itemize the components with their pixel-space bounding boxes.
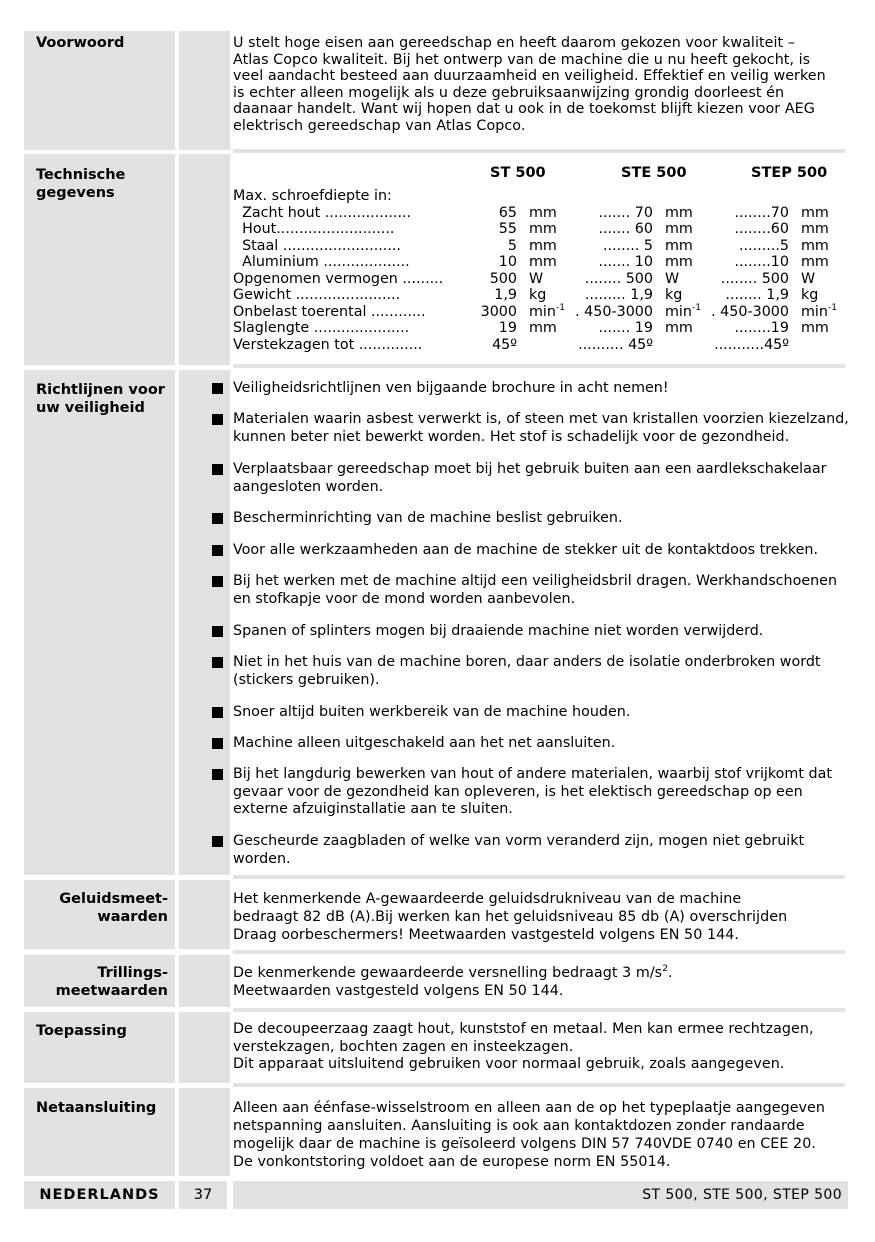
footer-language: NEDERLANDS [24, 1181, 175, 1209]
spec-unit: mm [801, 221, 829, 237]
spec-value: . 450-3000 [711, 303, 789, 320]
spec-unit: W [665, 270, 680, 287]
spec-value: ........10 [734, 254, 789, 270]
spec-value: 5 [507, 237, 517, 254]
netaansluiting-label: Netaansluiting [36, 1100, 157, 1116]
spec-row: Staal .......................... 5 mm ........ 5 mm .........5 mm [233, 238, 845, 255]
trilling-label: Trillings- meetwaarden [55, 965, 168, 999]
richtlijnen-rule [233, 875, 845, 879]
spec-unit: mm [801, 204, 829, 221]
spec-value: 1,9 [494, 287, 517, 303]
bullet-square-icon [212, 513, 223, 524]
spec-unit: mm [801, 237, 829, 254]
toepassing-label: Toepassing [36, 1023, 127, 1039]
spec-value: 45º [492, 336, 517, 353]
spec-value: ......... 1,9 [584, 287, 653, 303]
spec-value: ...........45º [714, 336, 789, 353]
spec-unit: $\min^{-1}$ [801, 302, 837, 320]
spec-unit: mm [801, 320, 829, 336]
trilling-text: De kenmerkende gewaardeerde versnelling bedraagt 3 $m/s^2$. Meetwaarden vastgesteld volgens EN 50 144. [233, 964, 673, 999]
spec-value: ........19 [734, 320, 789, 336]
spec-unit: W [529, 270, 544, 287]
spec-value: 19 [498, 320, 517, 336]
technische-rule [233, 364, 845, 368]
bullet-square-icon [212, 657, 223, 668]
spec-unit: $\min^{-1}$ [529, 302, 565, 320]
bullet-square-icon [212, 836, 223, 847]
spec-value: ........ 1,9 [725, 287, 789, 303]
spec-value: ........60 [734, 221, 789, 237]
spec-value: . 450-3000 [575, 303, 653, 320]
spec-row: Slaglengte ..................... 19 mm ....... 19 mm ........19 mm [233, 320, 845, 337]
spec-value: 3000 [480, 303, 517, 320]
toepassing-rule [233, 1083, 845, 1087]
technische-label: Technische gegevens [36, 167, 126, 201]
spec-value: ........ 500 [720, 270, 789, 287]
geluid-label: Geluidsmeet- waarden [59, 891, 168, 925]
spec-unit: mm [801, 254, 829, 270]
spec-unit: $\min^{-1}$ [665, 302, 701, 320]
model-step500: STEP 500 [751, 165, 828, 181]
spec-unit: mm [529, 237, 557, 254]
spec-row: Aluminium ................... 10 mm ....... 10 mm ........10 mm [233, 254, 845, 271]
netaansluiting-gutter-bg [179, 1088, 230, 1176]
spec-value: ....... 60 [598, 221, 653, 237]
spec-value: ....... 19 [598, 320, 653, 336]
spec-row: Zacht hout ................... 65 mm ....... 70 mm ........70 mm [233, 205, 845, 222]
spec-value: ....... 70 [598, 204, 653, 221]
spec-unit: mm [665, 254, 693, 270]
spec-unit: kg [529, 287, 547, 303]
specs-intro: Max. schroefdiepte in: [233, 188, 392, 204]
model-st500: ST 500 [490, 165, 546, 181]
richtlijnen-label: Richtlijnen voor uw veiligheid [36, 382, 165, 416]
spec-value: ....... 10 [598, 254, 653, 270]
voorwoord-rule [233, 149, 845, 153]
spec-unit: mm [529, 254, 557, 270]
bullet-square-icon [212, 707, 223, 718]
toepassing-text: De decoupeerzaag zaagt hout, kunststof en metaal. Men kan ermee rechtzagen, verstekzagen, bochten zagen en insteekzagen. Dit apparaat uitsluitend gebruiken voor normaal gebruik, zoals aangegeven. [233, 1021, 814, 1072]
spec-value: 55 [498, 221, 517, 237]
spec-unit: mm [529, 204, 557, 221]
footer-page-number: 37 [179, 1181, 227, 1209]
spec-value: 10 [498, 254, 517, 270]
geluid-rule [233, 950, 845, 954]
bullet-square-icon [212, 738, 223, 749]
spec-row: Onbelast toerental ............ 3000 $\min^{-1}$ . 450-3000 $\min^{-1}$ . 450-3000 $\min^{-1}$ [233, 304, 845, 321]
spec-row: Verstekzagen tot .............. 45º .......... 45º ...........45º [233, 336, 789, 353]
richtlijnen-label-bg [24, 370, 175, 875]
spec-row: Gewicht ....................... 1,9 kg ......... 1,9 kg ........ 1,9 kg [233, 287, 845, 304]
trilling-gutter-bg [179, 955, 230, 1007]
spec-value: .......... 45º [578, 336, 653, 353]
specs-table [233, 188, 845, 353]
bullet-square-icon [212, 769, 223, 780]
model-ste500: STE 500 [621, 165, 687, 181]
spec-value: .........5 [739, 237, 789, 254]
spec-value: 65 [498, 204, 517, 221]
netaansluiting-text: Alleen aan éénfase-wisselstroom en alleen aan de op het typeplaatje aangegeven netspanning aansluiten. Aansluiting is ook aan kontaktdozen zonder randaarde mogelijk daar de machine is geïsoleerd volgens DIN 57 740VDE 0740 en CEE 20. De vonkontstoring voldoet aan de europese norm EN 55014. [233, 1100, 826, 1170]
voorwoord-gutter-bg [179, 31, 230, 150]
technische-gutter-bg [179, 154, 230, 365]
spec-unit: kg [801, 287, 819, 303]
spec-unit: mm [665, 237, 693, 254]
bullet-square-icon [212, 545, 223, 556]
voorwoord-label: Voorwoord [36, 35, 125, 51]
geluid-gutter-bg [179, 880, 230, 949]
bullet-square-icon [212, 464, 223, 475]
spec-unit: mm [665, 221, 693, 237]
bullet-square-icon [212, 626, 223, 637]
voorwoord-text: U stelt hoge eisen aan gereedschap en heeft daarom gekozen voor kwaliteit – Atlas Copco kwaliteit. Bij het ontwerp van de machine die u nu heeft gekocht, is veel aandacht besteed aan duurzaamheid en veiligheid. Effektief en veilig werken is echter alleen mogelijk als u deze gebruiksaanwijzing grondig doorleest én daanaar handelt. Want wij hopen dat u ook in de toekomst blijft kiezen voor AEG elektrisch gereedschap van Atlas Copco. [233, 35, 826, 134]
trilling-rule [233, 1008, 845, 1012]
spec-row: Hout.......................... 55 mm ....... 60 mm ........60 mm [233, 221, 845, 238]
spec-unit: W [801, 270, 816, 287]
footer-models: ST 500, STE 500, STEP 500 [233, 1181, 848, 1209]
spec-unit: mm [665, 320, 693, 336]
spec-unit: mm [665, 204, 693, 221]
toepassing-gutter-bg [179, 1012, 230, 1083]
spec-unit: kg [665, 287, 683, 303]
spec-unit: mm [529, 320, 557, 336]
richtlijnen-gutter-bg [179, 370, 230, 875]
spec-value: ........ 500 [584, 270, 653, 287]
spec-value: ........70 [734, 204, 789, 221]
bullet-square-icon [212, 576, 223, 587]
spec-row: Opgenomen vermogen ......... 500 W ........ 500 W ........ 500 W [233, 271, 845, 288]
spec-unit: mm [529, 221, 557, 237]
spec-value: 500 [489, 270, 517, 287]
spec-value: ........ 5 [603, 237, 653, 254]
bullet-square-icon [212, 383, 223, 394]
bullet-square-icon [212, 414, 223, 425]
geluid-text: Het kenmerkende A-gewaardeerde geluidsdrukniveau van de machine bedraagt 82 dB (A).Bij werken kan het geluidsniveau 85 db (A) overschrijden Draag oorbeschermers! Meetwaarden vastgesteld volgens EN 50 144. [233, 891, 788, 943]
